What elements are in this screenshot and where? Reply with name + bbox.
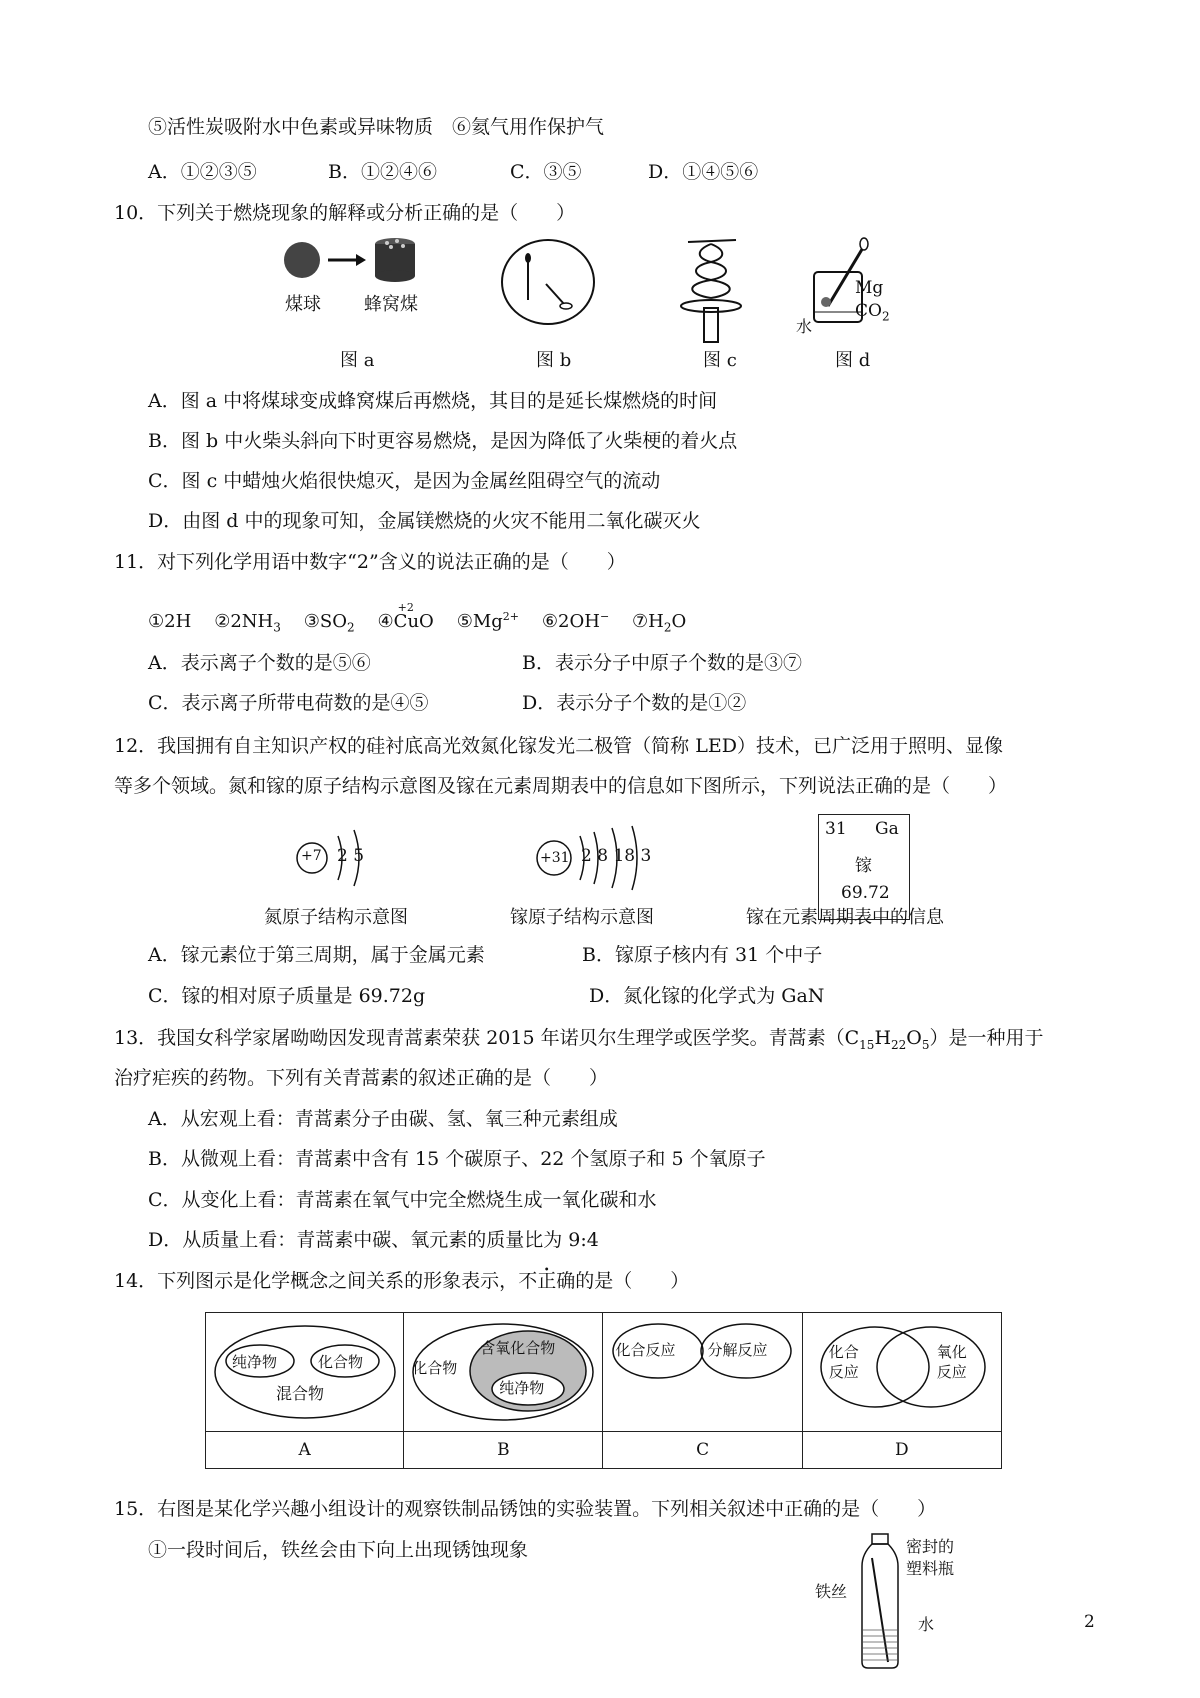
q9-choice-d: D．①④⑤⑥ — [648, 161, 759, 183]
venn-a-mixture: 混合物 — [276, 1384, 325, 1403]
q11-stem: 11．对下列化学用语中数字“2”含义的说法正确的是（ ） — [114, 551, 626, 573]
venn-a — [206, 1313, 404, 1432]
venn-d-oxidation-1: 氧化 — [936, 1343, 967, 1361]
q13-choice-a: A．从宏观上看：青蒿素分子由碳、氢、氧三种元素组成 — [148, 1108, 618, 1130]
q10-choice-a: A．图 a 中将煤球变成蜂窝煤后再燃烧，其目的是延长煤燃烧的时间 — [148, 390, 718, 412]
q11-items: ①2H $②2NH_3$ $③SO_2$ ④ +2 CuO $⑤Mg^{2+}$ ⑥2OH− $⑦H_2O$ — [148, 601, 687, 635]
coal-ball-label: 煤球 — [285, 294, 321, 315]
venn-a-pure: 纯净物 — [232, 1353, 278, 1371]
venn-label-c: C — [603, 1432, 802, 1469]
gallium-nucleus: +31 — [540, 850, 570, 866]
venn-a-compound: 化合物 — [318, 1353, 364, 1371]
venn-c — [603, 1313, 802, 1432]
figure-b-caption: 图 b — [536, 350, 572, 371]
periodic-caption: 镓在元素周期表中的信息 — [746, 907, 944, 928]
figure-a-caption: 图 a — [340, 350, 375, 371]
water-label-d: 水 — [796, 317, 813, 336]
nitrogen-shells: 2 5 — [337, 846, 365, 866]
gallium-caption: 镓原子结构示意图 — [510, 907, 654, 928]
q9-choice-c: C．③⑤ — [510, 161, 582, 183]
figure-d-caption: 图 d — [835, 350, 871, 371]
venn-c-decomposition: 分解反应 — [707, 1341, 768, 1359]
figure-c — [666, 236, 756, 346]
venn-c-combination: 化合反应 — [615, 1341, 676, 1359]
q12-stem-line-2: 等多个领域。氮和镓的原子结构示意图及镓在元素周期表中的信息如下图所示，下列说法正确的是（ ） — [114, 775, 1008, 797]
q9-option-text: ⑤活性炭吸附水中色素或异味物质 ⑥氦气用作保护气 — [148, 116, 605, 138]
venn-label-b: B — [404, 1432, 603, 1469]
co2-label: $CO_2$ — [855, 301, 890, 324]
q11-choice-c: C．表示离子所带电荷数的是④⑤ — [148, 692, 429, 714]
atomic-number: 31 — [825, 819, 847, 839]
q12-choice-d: D．氮化镓的化学式为 GaN — [589, 985, 825, 1007]
bottle-label-1: 密封的 — [906, 1537, 955, 1556]
q9-choice-a: A．①②③⑤ — [148, 161, 257, 183]
q9-choice-b: B．①②④⑥ — [328, 161, 437, 183]
figure-b — [498, 238, 598, 328]
q12-choice-c: C．镓的相对原子质量是 69.72g — [148, 985, 426, 1007]
venn-b-oxygen-compound: 含氧化合物 — [480, 1339, 556, 1357]
q13-stem-line-1: 13．我国女科学家屠呦呦因发现青蒿素荣获 2015 年诺贝尔生理学或医学奖。青蒿素$(C_{15}H_{22}O_5)$是一种用于 — [114, 1027, 1044, 1052]
venn-d-combination-1: 化合 — [828, 1343, 859, 1361]
venn-b — [404, 1313, 603, 1432]
q12-choice-a: A．镓元素位于第三周期，属于金属元素 — [148, 944, 485, 966]
q11-choice-a: A．表示离子个数的是⑤⑥ — [148, 652, 371, 674]
figure-c-caption: 图 c — [703, 350, 737, 371]
concept-relation-table — [205, 1312, 1002, 1469]
q10-choice-b: B．图 b 中火柴头斜向下时更容易燃烧，是因为降低了火柴梗的着火点 — [148, 430, 738, 452]
element-name: 镓 — [855, 856, 872, 876]
page-number: 2 — [1084, 1612, 1095, 1632]
atomic-mass: 69.72 — [841, 883, 890, 903]
iron-wire-label: 铁丝 — [815, 1582, 848, 1601]
q12-stem-line-1: 12．我国拥有自主知识产权的硅衬底高光效氮化镓发光二极管（简称 LED）技术，已广泛用于照明、显像 — [114, 735, 1003, 757]
q11-choice-d: D．表示分子个数的是①② — [522, 692, 747, 714]
q10-choice-c: C．图 c 中蜡烛火焰很快熄灭，是因为金属丝阻碍空气的流动 — [148, 470, 661, 492]
venn-d-oxidation-2: 反应 — [936, 1363, 967, 1381]
q15-statement-1: ①一段时间后，铁丝会由下向上出现锈蚀现象 — [148, 1539, 529, 1561]
q10-stem: 10．下列关于燃烧现象的解释或分析正确的是（ ） — [114, 202, 576, 224]
element-symbol: Ga — [875, 819, 899, 839]
q13-choice-c: C．从变化上看：青蒿素在氧气中完全燃烧生成一氧化碳和水 — [148, 1189, 657, 1211]
venn-b-pure: 纯净物 — [499, 1379, 545, 1397]
venn-b-compound: 化合物 — [412, 1359, 458, 1377]
q10-choice-d: D．由图 d 中的现象可知，金属镁燃烧的火灾不能用二氧化碳灭火 — [148, 510, 701, 532]
venn-label-a: A — [206, 1432, 404, 1469]
venn-d-combination-2: 反应 — [828, 1363, 859, 1381]
gallium-shells: 2 8 18 3 — [581, 846, 652, 866]
honeycomb-coal-label: 蜂窝煤 — [364, 294, 418, 315]
q13-choice-b: B．从微观上看：青蒿素中含有 15 个碳原子、22 个氢原子和 5 个氧原子 — [148, 1148, 766, 1170]
q12-choice-b: B．镓原子核内有 31 个中子 — [582, 944, 823, 966]
rust-experiment-bottle — [858, 1532, 902, 1672]
q13-choice-d: D．从质量上看：青蒿素中碳、氧元素的质量比为 9:4 — [148, 1229, 599, 1251]
water-label-15: 水 — [918, 1615, 935, 1634]
q13-stem-line-2: 治疗疟疾的药物。下列有关青蒿素的叙述正确的是（ ） — [114, 1067, 609, 1089]
nitrogen-nucleus: +7 — [301, 848, 322, 864]
nitrogen-caption: 氮原子结构示意图 — [264, 907, 408, 928]
bottle-label-2: 塑料瓶 — [906, 1559, 955, 1578]
mg-label: Mg — [855, 278, 884, 298]
venn-d — [802, 1313, 1001, 1432]
venn-label-d: D — [802, 1432, 1001, 1469]
q11-choice-b: B．表示分子中原子个数的是③⑦ — [522, 652, 802, 674]
q15-stem: 15．右图是某化学兴趣小组设计的观察铁制品锈蚀的实验装置。下列相关叙述中正确的是（ ） — [114, 1498, 937, 1520]
q14-stem: 14．下列图示是化学概念之间关系的形象表示，不正确的是（ ） — [114, 1270, 690, 1292]
